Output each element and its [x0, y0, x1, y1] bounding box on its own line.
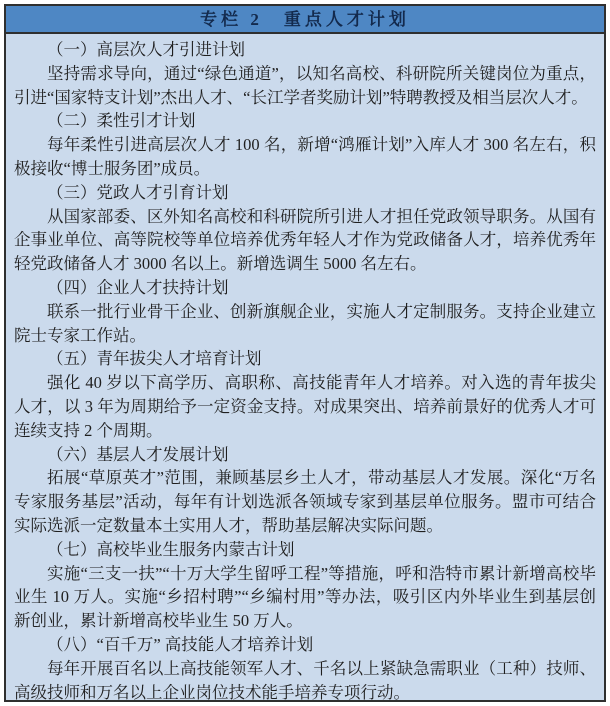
section-paragraph: 拓展“草原英才”范围，兼顾基层乡土人才，带动基层人才发展。深化“万名专家服务基层”活动，每年有计划选派各领域专家到基层单位服务。盟市可结合实际选派一定数量本土实用人才，帮助基层解决实际问题。 — [14, 468, 596, 535]
section-heading: （一）高层次人才引进计划 — [47, 40, 245, 59]
plan-section — [14, 109, 596, 180]
section-heading: （四）企业人才扶持计划 — [47, 277, 229, 297]
plan-section — [14, 276, 596, 347]
section-heading: （六）基层人才发展计划 — [47, 444, 229, 464]
section-paragraph: 每年柔性引进高层次人才 100 名，新增“鸿雁计划”入库人才 300 名左右，积极接收“博士服务团”成员。 — [14, 135, 596, 178]
plan-section — [14, 38, 596, 109]
section-paragraph: 坚持需求导向，通过“绿色通道”，以知名高校、科研院所关键岗位为重点，引进“国家特支计划”杰出人才、“长江学者奖励计划”特聘教授及相当层次人才。 — [14, 63, 596, 107]
section-paragraph: 强化 40 岁以下高学历、高职称、高技能青年人才培养。对入选的青年拔尖人才，以 3 年为周期给予一定资金支持。对成果突出、培养前景好的优秀人才可连续支持 2 个周期。 — [14, 373, 596, 440]
section-heading: （五）青年拔尖人才培育计划 — [47, 349, 262, 369]
plan-section — [14, 347, 596, 442]
plan-section — [14, 538, 596, 633]
panel-header-bar — [4, 4, 606, 32]
plan-section — [14, 181, 596, 276]
plan-section — [14, 443, 596, 538]
section-heading: （七）高校毕业生服务内蒙古计划 — [47, 539, 295, 559]
panel-title: 专栏 2 重点人才计划 — [200, 9, 410, 29]
section-paragraph: 实施“三支一扶”“十万大学生留呼工程”等措施，呼和浩特市累计新增高校毕业生 10 万人。实施“乡招村聘”“乡编村用”等办法，吸引区内外毕业生到基层创新创业，累计新增高校毕业生 50 万人。 — [14, 563, 596, 631]
plan-section — [14, 633, 596, 702]
section-paragraph: 每年开展百名以上高技能领军人才、千名以上紧缺急需职业（工种）技师、高级技师和万名以上企业岗位技术能手培养专项行动。 — [14, 658, 596, 702]
section-heading: （二）柔性引才计划 — [47, 111, 196, 131]
section-heading: （八）“百千万” 高技能人才培养计划 — [47, 634, 314, 654]
panel-body — [4, 32, 606, 702]
talent-plan-panel — [4, 4, 606, 702]
section-heading: （三）党政人才引育计划 — [47, 182, 229, 202]
section-paragraph: 联系一批行业骨干企业、创新旗舰企业，实施人才定制服务。支持企业建立院士专家工作站。 — [14, 301, 596, 345]
section-paragraph: 从国家部委、区外知名高校和科研院所引进人才担任党政领导职务。从国有企事业单位、高等院校等单位培养优秀年轻人才作为党政储备人才，培养优秀年轻党政储备人才 3000 名以上。新增选调生 5000 名左右。 — [14, 206, 596, 274]
